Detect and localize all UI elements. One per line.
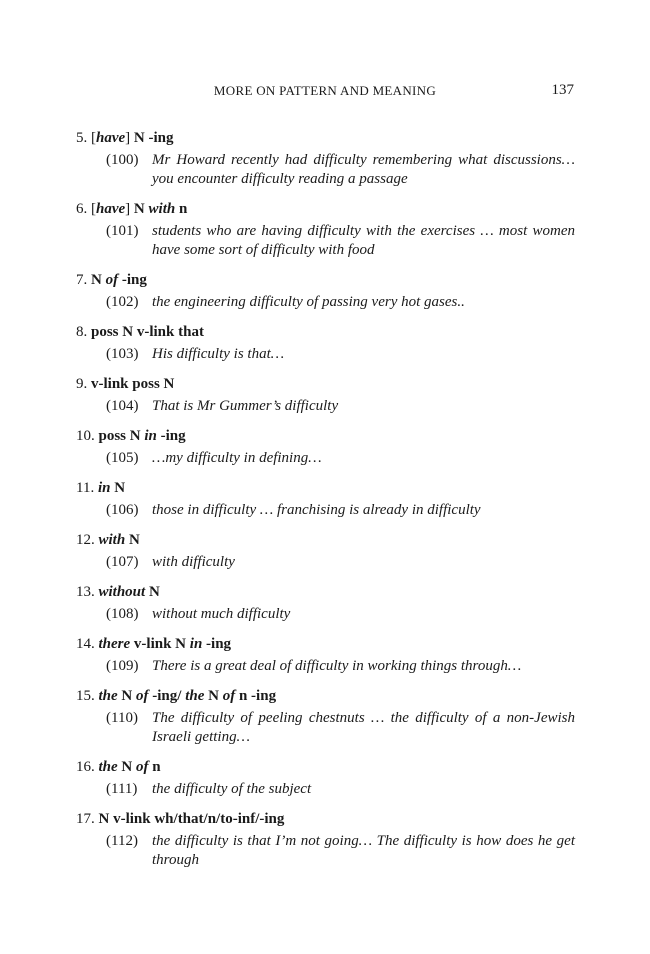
pattern-part: [ [91, 130, 96, 146]
example-text: Mr Howard recently had difficulty remembering what discussions… you encounter difficulty reading a passage [152, 152, 575, 187]
pattern-entry [76, 426, 575, 468]
example-text: the difficulty of the subject [152, 781, 312, 797]
example-text: …my difficulty in defining… [152, 450, 322, 466]
example-number: (100) [106, 152, 139, 168]
example [76, 501, 575, 520]
pattern-part: the [98, 688, 118, 704]
pattern-part: poss N v-link that [91, 324, 204, 340]
pattern-part: ] [125, 201, 131, 217]
pattern-heading [76, 582, 575, 602]
pattern-part: of [136, 759, 149, 775]
pattern-entry [76, 128, 575, 189]
running-head [0, 83, 650, 103]
pattern-part: v-link poss N [91, 376, 175, 392]
pattern-part: the [98, 759, 118, 775]
example [76, 222, 575, 260]
example-number: (107) [106, 554, 139, 570]
pattern-number: 7. [76, 272, 88, 288]
pattern-part: n [148, 759, 161, 775]
pattern-entry [76, 199, 575, 260]
pattern-heading [76, 426, 575, 446]
pattern-entry [76, 634, 575, 676]
pattern-part: in [144, 428, 157, 444]
pattern-number: 10. [76, 428, 95, 444]
pattern-part: in [97, 480, 111, 496]
example-text: those in difficulty … franchising is already in difficulty [152, 502, 481, 518]
example-text: students who are having difficulty with the exercises … most women have some sort of difficulty with food [152, 223, 575, 258]
pattern-heading [76, 128, 575, 148]
pattern-part: n [175, 201, 188, 217]
example [76, 709, 575, 747]
pattern-part: have [96, 201, 126, 217]
pattern-part: N [110, 480, 126, 496]
pattern-heading [76, 530, 575, 550]
example [76, 657, 575, 676]
pattern-number: 13. [76, 584, 95, 600]
pattern-part: in [189, 636, 203, 652]
pattern-part: v-link N [130, 636, 190, 652]
pattern-part: there [98, 636, 131, 652]
pattern-part: N [204, 688, 223, 704]
pattern-part: ] [125, 130, 131, 146]
example-text: That is Mr Gummer’s difficulty [152, 398, 339, 414]
pattern-entry [76, 582, 575, 624]
example-number: (110) [106, 710, 138, 726]
example-number: (101) [106, 223, 139, 239]
pattern-number: 6. [76, 201, 88, 217]
pattern-part: poss N [98, 428, 145, 444]
pattern-part: n -ing [235, 688, 277, 704]
pattern-part: -ing [156, 428, 186, 444]
pattern-heading [76, 322, 575, 342]
example-text: His difficulty is that… [152, 346, 285, 362]
pattern-part: N [145, 584, 160, 600]
pattern-part: -ing [202, 636, 232, 652]
pattern-part: have [96, 130, 126, 146]
pattern-entry [76, 270, 575, 312]
pattern-entry [76, 809, 575, 870]
example-number: (109) [106, 658, 139, 674]
example-number: (105) [106, 450, 139, 466]
example-number: (104) [106, 398, 139, 414]
example [76, 397, 575, 416]
example [76, 605, 575, 624]
example [76, 553, 575, 572]
pattern-list [76, 128, 575, 870]
example-text: without much difficulty [152, 606, 291, 622]
pattern-part: N [117, 688, 137, 704]
pattern-number: 15. [76, 688, 95, 704]
pattern-entry [76, 757, 575, 799]
pattern-part: [ [91, 201, 96, 217]
example [76, 832, 575, 870]
pattern-part: without [98, 584, 146, 600]
pattern-heading [76, 634, 575, 654]
pattern-number: 17. [76, 811, 95, 827]
pattern-part: the [185, 688, 205, 704]
example-number: (106) [106, 502, 139, 518]
example-number: (108) [106, 606, 139, 622]
pattern-entry [76, 478, 575, 520]
pattern-part: N -ing [130, 130, 174, 146]
pattern-number: 5. [76, 130, 88, 146]
page-number: 137 [551, 82, 574, 98]
example-number: (112) [106, 833, 138, 849]
pattern-heading [76, 757, 575, 777]
pattern-part: of [222, 688, 236, 704]
pattern-heading [76, 478, 575, 498]
pattern-number: 14. [76, 636, 95, 652]
example-number: (102) [106, 294, 139, 310]
pattern-heading [76, 686, 575, 706]
pattern-number: 11. [76, 480, 95, 496]
pattern-part: N [91, 272, 106, 288]
example-text: the engineering difficulty of passing very hot gases.. [152, 294, 465, 310]
pattern-part: N [130, 201, 149, 217]
pattern-part: of [136, 688, 149, 704]
pattern-heading [76, 809, 575, 829]
pattern-number: 9. [76, 376, 88, 392]
running-head-title: MORE ON PATTERN AND MEANING [213, 83, 437, 98]
pattern-heading [76, 270, 575, 290]
pattern-entry [76, 530, 575, 572]
pattern-part: with [98, 532, 126, 548]
example [76, 293, 575, 312]
example-text: the difficulty is that I’m not going… The difficulty is how does he get through [152, 833, 575, 868]
example-text: The difficulty of peeling chestnuts … the difficulty of a non-Jewish Israeli getting… [152, 710, 575, 745]
pattern-number: 12. [76, 532, 95, 548]
example [76, 449, 575, 468]
pattern-part: N [125, 532, 140, 548]
pattern-number: 8. [76, 324, 88, 340]
pattern-heading [76, 199, 575, 219]
pattern-part: of [105, 272, 119, 288]
example [76, 151, 575, 189]
example [76, 780, 575, 799]
example-text: with difficulty [152, 554, 235, 570]
pattern-part: N [117, 759, 137, 775]
pattern-number: 16. [76, 759, 95, 775]
pattern-part: N v-link wh/that/n/to-inf/-ing [98, 811, 285, 827]
example-number: (103) [106, 346, 139, 362]
pattern-part: -ing/ [148, 688, 186, 704]
pattern-part: -ing [118, 272, 147, 288]
pattern-heading [76, 374, 575, 394]
example-text: There is a great deal of difficulty in working things through… [152, 658, 522, 674]
pattern-entry [76, 686, 575, 747]
pattern-entry [76, 322, 575, 364]
pattern-part: with [148, 201, 176, 217]
example [76, 345, 575, 364]
example-number: (111) [106, 781, 138, 797]
pattern-entry [76, 374, 575, 416]
